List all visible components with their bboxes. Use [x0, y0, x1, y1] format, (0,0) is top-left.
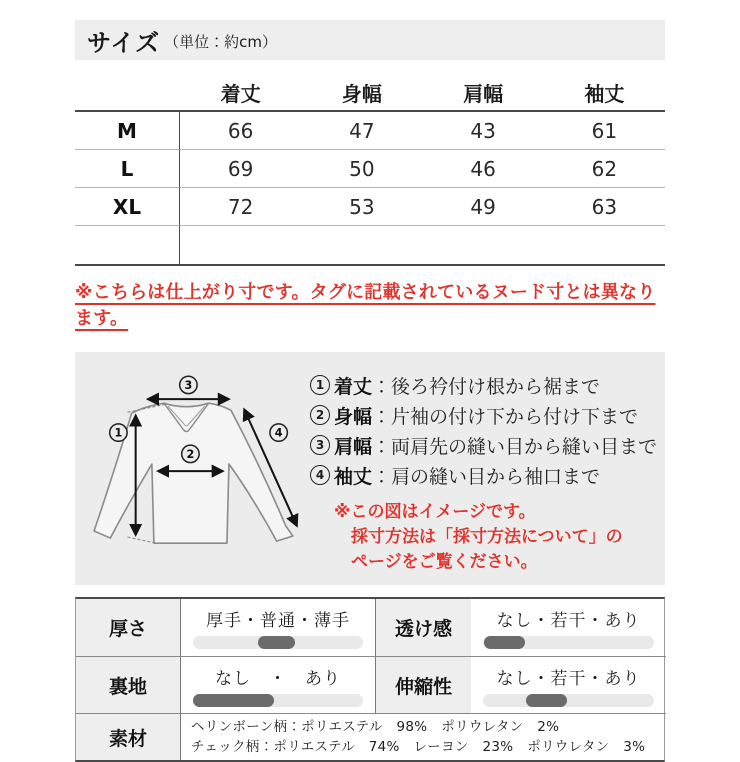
scale-text-thickness: 厚手・普通・薄手	[206, 611, 350, 631]
marker-circle-4	[270, 424, 287, 441]
value-xl-length: 72	[180, 188, 301, 226]
spec-label-sheerness: 透け感	[376, 599, 471, 657]
slider-track	[193, 636, 364, 649]
circled-3-icon: 3	[310, 435, 330, 455]
circled-4-icon: 4	[310, 465, 330, 485]
circled-2-icon: 2	[310, 405, 330, 425]
measure-def-sleeve: 4 袖丈 ：肩の縫い目から袖口まで	[310, 460, 662, 490]
material-content	[181, 714, 666, 760]
value-l-length: 69	[180, 150, 301, 188]
scale-text-stretch: なし・若干・あり	[496, 668, 641, 689]
marker-circle-3	[180, 376, 197, 393]
circled-1-icon: 1	[310, 375, 330, 395]
slider-track	[193, 694, 364, 707]
material-line-herringbone: ヘリンボーン柄：ポリエステル 98% ポリウレタン 2%	[191, 719, 560, 735]
spec-label-stretch: 伸縮性	[376, 657, 471, 714]
scale-text-lining: なし ・ あり	[215, 668, 341, 689]
measurement-diagram-panel	[75, 352, 665, 585]
table-empty-cell	[180, 226, 301, 264]
row-header-l: L	[75, 150, 180, 188]
value-l-sleeve: 62	[544, 150, 665, 188]
spec-label-lining: 裏地	[76, 657, 181, 714]
scale-text-sheerness: なし・若干・あり	[496, 611, 641, 631]
spec-slider-sheerness	[471, 599, 666, 657]
slider-thumb	[193, 694, 273, 707]
svg-text:4: 4	[274, 426, 283, 440]
value-l-width: 50	[301, 150, 422, 188]
svg-text:3: 3	[184, 379, 193, 393]
finished-size-note: ※こちらは仕上がり寸です。タグに記載されているヌード寸とは異なります。	[75, 282, 656, 329]
value-m-length: 66	[180, 112, 301, 150]
row-header-m: M	[75, 112, 180, 150]
spec-slider-thickness	[181, 599, 376, 657]
unit-note: （単位：約cm）	[164, 33, 277, 51]
slider-track	[483, 636, 655, 649]
value-l-shoulder: 46	[423, 150, 544, 188]
guide-dash-bottom	[128, 537, 156, 543]
value-m-sleeve: 61	[544, 112, 665, 150]
svg-text:1: 1	[114, 426, 123, 440]
svg-text:2: 2	[186, 447, 195, 461]
value-m-shoulder: 43	[423, 112, 544, 150]
size-table	[75, 74, 665, 266]
table-empty-cell	[544, 226, 665, 264]
size-title-bar	[75, 20, 665, 60]
table-empty-row	[75, 226, 180, 264]
table-corner-cell	[75, 74, 180, 112]
slider-thumb	[526, 694, 567, 707]
value-xl-shoulder: 49	[423, 188, 544, 226]
diagram-disclaimer: ※この図はイメージです。 採寸方法は「採寸方法について」の ページをご覧ください。	[334, 502, 623, 572]
col-header-sleeve: 袖丈	[544, 74, 665, 112]
value-m-width: 47	[301, 112, 422, 150]
spec-label-thickness: 厚さ	[76, 599, 181, 657]
col-header-width: 身幅	[301, 74, 422, 112]
measure-def-shoulder: 3 肩幅 ：両肩先の縫い目から縫い目まで	[310, 430, 662, 460]
col-header-shoulder: 肩幅	[423, 74, 544, 112]
value-xl-sleeve: 63	[544, 188, 665, 226]
measure-def-length: 1 着丈 ：後ろ衿付け根から裾まで	[310, 370, 662, 400]
slider-thumb	[484, 636, 525, 649]
slider-track	[483, 694, 655, 707]
slider-thumb	[258, 636, 296, 649]
measure-def-width: 2 身幅 ：片袖の付け下から付け下まで	[310, 400, 662, 430]
spec-slider-lining	[181, 657, 376, 714]
marker-circle-1	[110, 424, 127, 441]
value-xl-width: 53	[301, 188, 422, 226]
spec-slider-stretch	[471, 657, 666, 714]
page-title: サイズ	[87, 28, 161, 57]
shirt-measure-diagram	[89, 374, 304, 550]
spec-label-material: 素材	[76, 714, 181, 760]
col-header-length: 着丈	[180, 74, 301, 112]
material-line-check: チェック柄：ポリエステル 74% レーヨン 23% ポリウレタン 3%	[191, 739, 646, 755]
row-header-xl: XL	[75, 188, 180, 226]
table-empty-cell	[301, 226, 422, 264]
table-empty-cell	[423, 226, 544, 264]
spec-table	[75, 597, 665, 762]
marker-circle-2	[182, 445, 199, 462]
